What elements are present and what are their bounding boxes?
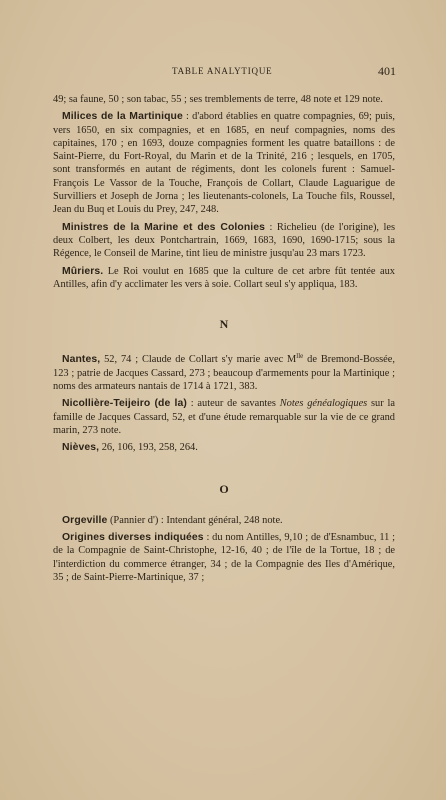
section-letter-n: N [219,317,229,332]
index-entry-nicolliere [53,397,395,437]
entry-term: Origines diverses indiquées [62,532,204,544]
section-letter-o: O [219,481,229,496]
entry-text: : du nom Antilles, 9,10 ; de d'Esnambuc, 11 ; de la Compagnie de Saint-Christophe, 12-16, 40 ; de l'île de la Tortue, 18 ; de l'interdiction du commerce étranger, 34 ; de la Compagnie des Iles d'Amérique, 35 ; de Saint-Pierre-Martinique, 37 ; [53,532,395,584]
entry-term: Nantes, [62,354,101,366]
index-body [53,93,395,588]
index-entry-orgeville [53,514,395,527]
entry-text: de Bremond-Bossée, 123 ; patrie de Jacques Cassard, 273 ; beaucoup d'armements pour la Martinique ; noms des armateurs nantais de 1714 à 1721, 383. [53,354,396,393]
page-number: 401 [378,64,396,78]
index-entry-continuation [53,93,395,106]
entry-term: Nièves, [62,442,100,454]
index-entry-muriers [53,265,395,292]
entry-text: 52, 74 ; Claude de Collart s'y marie avec M [100,354,297,366]
entry-text: : Richelieu (de l'origine), les deux Colbert, les deux Pontchartrain, 1669, 1683, 1690, 1690-1715; sous la Régence, le Conseil de Marine, tint lieu de ministre jusqu'au 23 mars 1723. [53,221,395,260]
running-title: TABLE ANALYTIQUE [172,66,273,76]
entry-term: Ministres de la Marine et des Colonies [62,221,266,233]
index-entry-milices [53,110,395,216]
index-entry-nantes [53,350,395,393]
entry-text: 26, 106, 193, 258, 264. [99,442,198,454]
entry-term: Milices de la Martinique [62,111,183,123]
index-entry-ministres [53,221,395,261]
index-entry-nieves [53,441,395,454]
entry-text: sur la famille de Jacques Cassard, 52, et d'une étude remarquable sur la vie de ce grand marin, 273 note. [53,398,395,436]
entry-text: 49; sa faune, 50 ; son tabac, 55 ; ses tremblements de terre, 48 note et 129 note. [53,94,383,105]
entry-term: Nicollière-Teijeiro (de la) [62,398,187,410]
entry-text: (Pannier d') : Intendant général, 248 note. [107,514,283,526]
entry-text: Le Roi voulut en 1685 que la culture de cet arbre fût tentée aux Antilles, afin d'y acclimater les vers à soie. Collart seul s'y appliqua, 183. [53,265,395,290]
entry-text: : d'abord établies en quatre compagnies, 69; puis, vers 1650, en six compagnies, et en 1685, en neuf compagnies, noms des capitaines, 170 ; en 1693, douze compagnies forment les quatre bataillons : de Saint-Pierre, du Fort-Royal, du Marin et de la Trinité, 216 ; lesquels, en 1705, sont transformés en autant de régiments, dont les colonels furent : Samuel-François Le Vassor de la Touche, François de Collart, Claude Laguarigue de Survilliers et Joseph de Jorna ; les lieutenants-colonels, La Touche fils, Roussel, Jean du Buq et Louis du Prey, 247, 248. [53,111,395,216]
entry-text: : auteur de savantes [186,398,280,410]
entry-term: Mûriers. [62,265,104,277]
index-entry-origines [53,531,395,584]
page-header [0,64,446,80]
entry-italic-title: Notes généalogiques [279,398,368,410]
entry-term: Orgeville [62,514,108,526]
entry-superscript: lle [296,352,304,361]
